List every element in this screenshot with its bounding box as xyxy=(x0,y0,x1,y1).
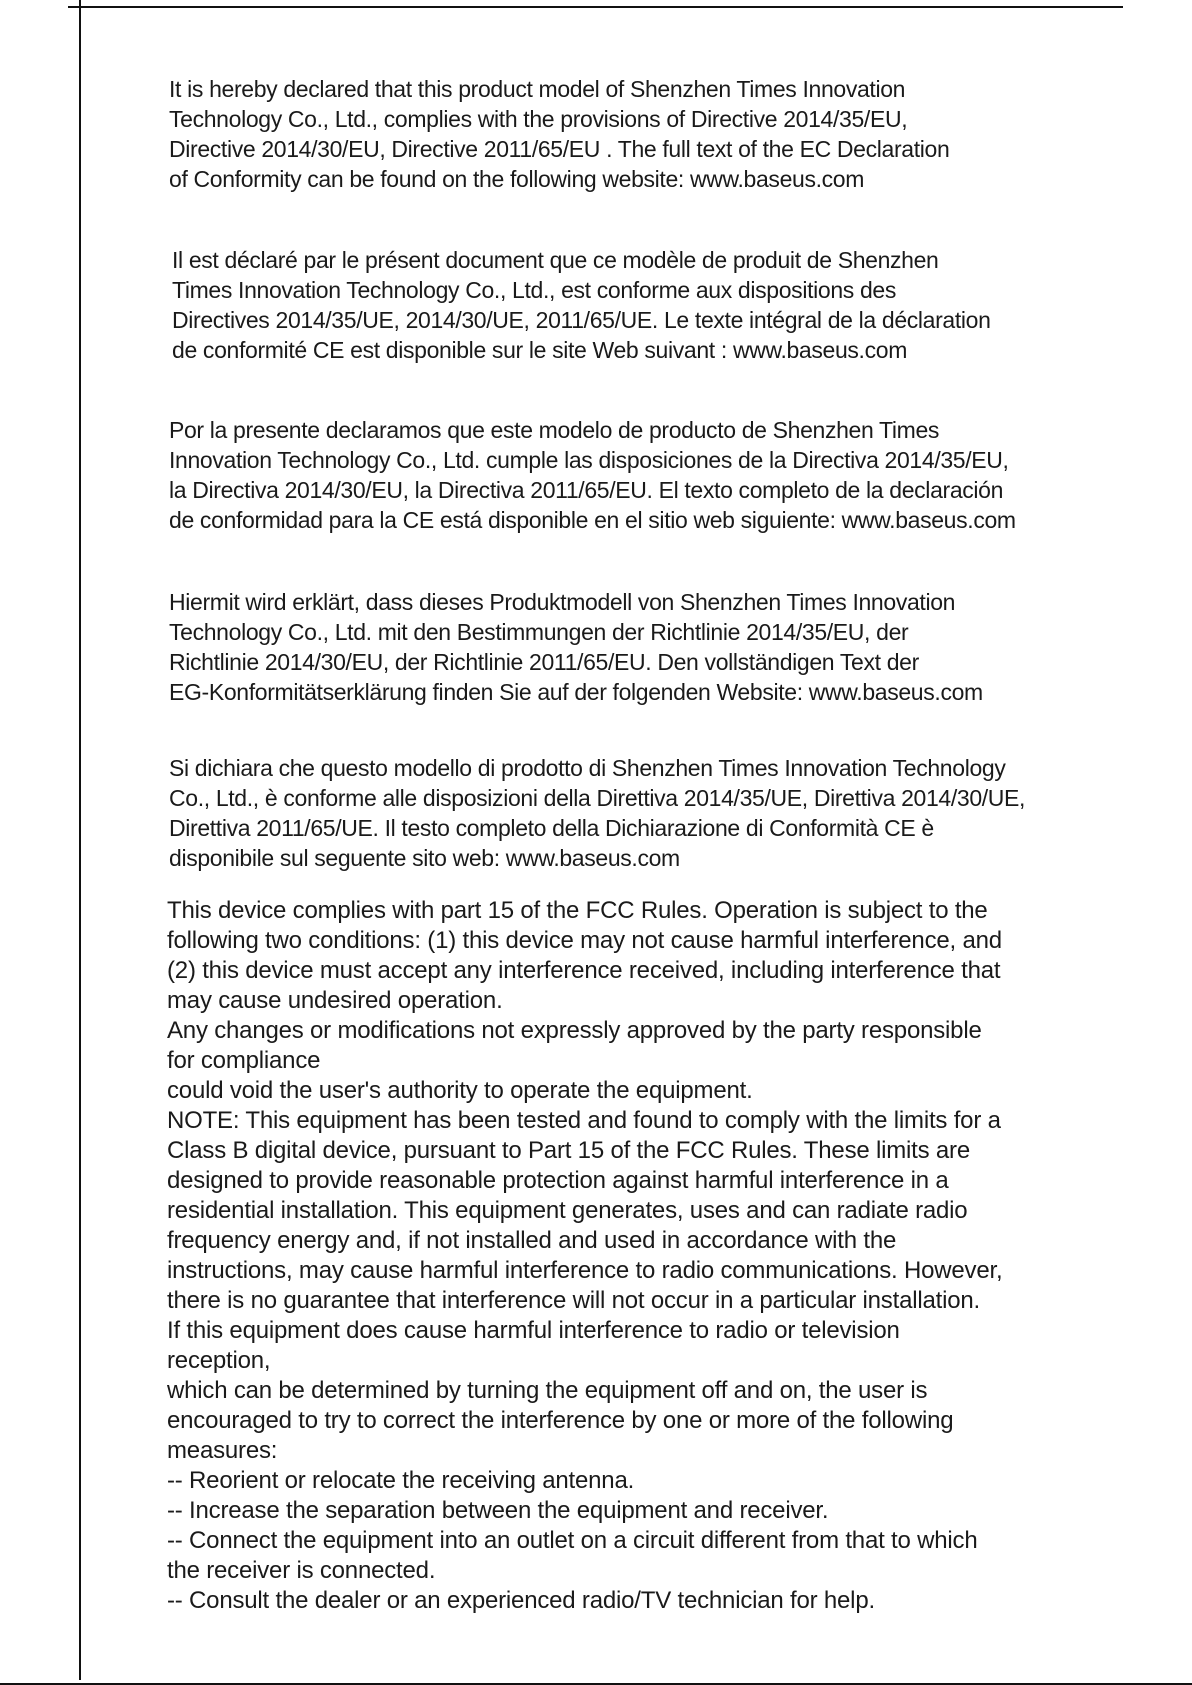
declaration-german xyxy=(169,587,1059,707)
text-line: encouraged to try to correct the interference by one or more of the following xyxy=(167,1407,954,1434)
text-line: could void the user's authority to operate the equipment. xyxy=(167,1077,753,1104)
text-line: instructions, may cause harmful interference to radio communications. However, xyxy=(167,1257,1003,1284)
text-line: Si dichiara che questo modello di prodotto di Shenzhen Times Innovation Technology xyxy=(169,755,1006,781)
text-line: disponibile sul seguente sito web: www.baseus.com xyxy=(169,845,680,871)
text-line: -- Increase the separation between the equipment and receiver. xyxy=(167,1497,829,1524)
text-line: Innovation Technology Co., Ltd. cumple las disposiciones de la Directiva 2014/35/EU, xyxy=(169,447,1009,473)
text-line: Technology Co., Ltd. mit den Bestimmungen der Richtlinie 2014/35/EU, der xyxy=(169,619,909,645)
text-line: This device complies with part 15 of the FCC Rules. Operation is subject to the xyxy=(167,897,988,924)
text-line: measures: xyxy=(167,1437,278,1464)
declaration-spanish xyxy=(169,415,1059,535)
text-line: la Directiva 2014/30/EU, la Directiva 2011/65/EU. El texto completo de la declaración xyxy=(169,477,1004,503)
text-line: EG-Konformitätserklärung finden Sie auf der folgenden Website: www.baseus.com xyxy=(169,679,983,705)
text-line: Hiermit wird erklärt, dass dieses Produktmodell von Shenzhen Times Innovation xyxy=(169,589,956,615)
text-line: Directives 2014/35/UE, 2014/30/UE, 2011/65/UE. Le texte intégral de la déclaration xyxy=(172,307,991,333)
text-line: which can be determined by turning the equipment off and on, the user is xyxy=(167,1377,928,1404)
text-line: (2) this device must accept any interference received, including interference that xyxy=(167,957,1001,984)
text-line: reception, xyxy=(167,1347,271,1374)
text-line: Por la presente declaramos que este modelo de producto de Shenzhen Times xyxy=(169,417,940,443)
text-line: Technology Co., Ltd., complies with the provisions of Directive 2014/35/EU, xyxy=(169,106,908,132)
text-line: Any changes or modifications not expressly approved by the party responsible xyxy=(167,1017,982,1044)
declaration-french xyxy=(172,245,1062,365)
text-line: Direttiva 2011/65/UE. Il testo completo della Dichiarazione di Conformità CE è xyxy=(169,815,934,841)
text-line: -- Consult the dealer or an experienced radio/TV technician for help. xyxy=(167,1587,875,1614)
text-line: If this equipment does cause harmful interference to radio or television xyxy=(167,1317,900,1344)
text-line: Richtlinie 2014/30/EU, der Richtlinie 2011/65/EU. Den vollständigen Text der xyxy=(169,649,919,675)
text-line: -- Connect the equipment into an outlet on a circuit different from that to which xyxy=(167,1527,978,1554)
text-line: Il est déclaré par le présent document que ce modèle de produit de Shenzhen xyxy=(172,247,939,273)
text-line: Co., Ltd., è conforme alle disposizioni della Direttiva 2014/35/UE, Direttiva 2014/30/UE, xyxy=(169,785,1026,811)
text-line: for compliance xyxy=(167,1047,321,1074)
text-line: residential installation. This equipment generates, uses and can radiate radio xyxy=(167,1197,968,1224)
declaration-italian xyxy=(169,753,1059,873)
text-line: It is hereby declared that this product model of Shenzhen Times Innovation xyxy=(169,76,906,102)
text-line: the receiver is connected. xyxy=(167,1557,436,1584)
text-line: designed to provide reasonable protection against harmful interference in a xyxy=(167,1167,949,1194)
text-line: Class B digital device, pursuant to Part 15 of the FCC Rules. These limits are xyxy=(167,1137,970,1164)
fcc-statement xyxy=(167,896,1057,1616)
left-margin-rule xyxy=(79,0,81,1680)
text-line: following two conditions: (1) this device may not cause harmful interference, and xyxy=(167,927,1002,954)
text-line: de conformidad para la CE está disponible en el sitio web siguiente: www.baseus.com xyxy=(169,507,1016,533)
declaration-english xyxy=(169,74,1059,194)
text-line: of Conformity can be found on the following website: www.baseus.com xyxy=(169,166,865,192)
corner-tick xyxy=(79,0,81,10)
text-line: may cause undesired operation. xyxy=(167,987,503,1014)
text-line: Times Innovation Technology Co., Ltd., est conforme aux dispositions des xyxy=(172,277,896,303)
text-line: Directive 2014/30/EU, Directive 2011/65/EU . The full text of the EC Declaration xyxy=(169,136,950,162)
text-line: there is no guarantee that interference will not occur in a particular installation. xyxy=(167,1287,980,1314)
text-line: frequency energy and, if not installed and used in accordance with the xyxy=(167,1227,897,1254)
text-line: de conformité CE est disponible sur le site Web suivant : www.baseus.com xyxy=(172,337,908,363)
top-rule xyxy=(68,6,1123,8)
text-line: NOTE: This equipment has been tested and found to comply with the limits for a xyxy=(167,1107,1001,1134)
text-line: -- Reorient or relocate the receiving antenna. xyxy=(167,1467,635,1494)
